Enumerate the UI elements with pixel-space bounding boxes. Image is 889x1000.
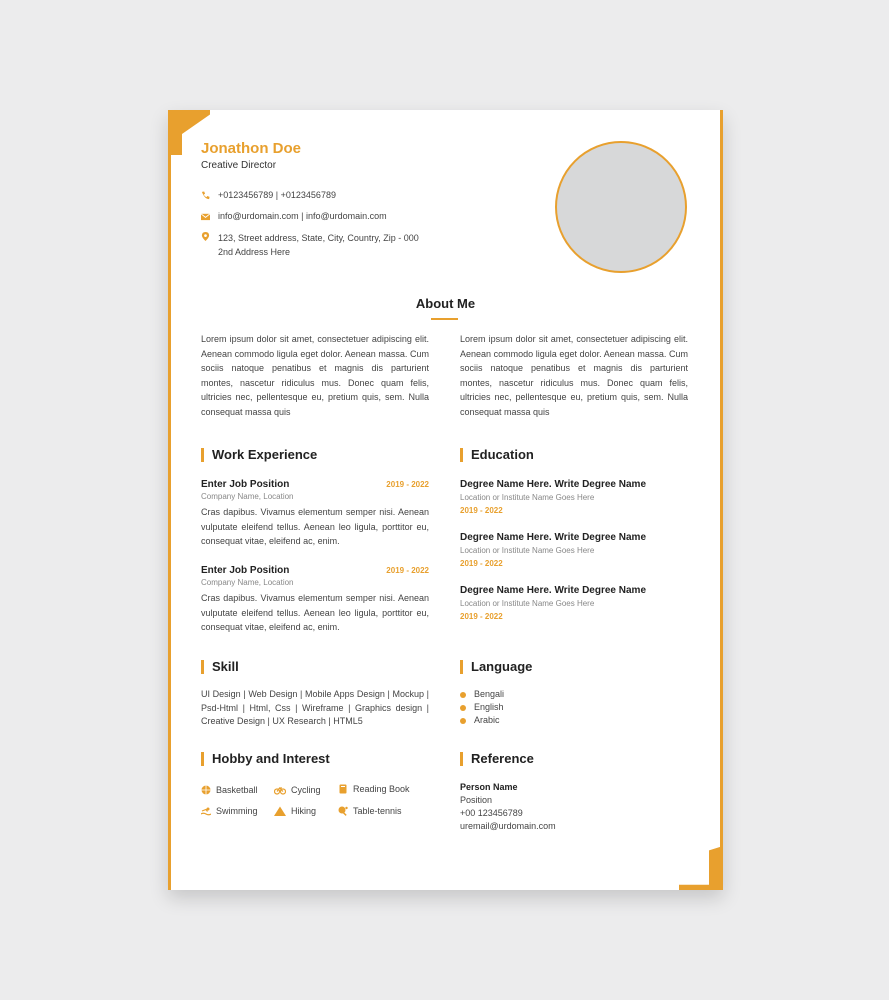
job-company: Company Name, Location bbox=[201, 578, 294, 587]
job-company: Company Name, Location bbox=[201, 492, 294, 501]
reference-position: Position bbox=[460, 795, 493, 805]
phone-icon bbox=[201, 191, 210, 200]
table-tennis-icon bbox=[338, 806, 348, 816]
reference-name: Person Name bbox=[460, 782, 518, 792]
education-item bbox=[460, 532, 700, 568]
person-name: Jonathon Doe bbox=[201, 140, 301, 157]
job-description: Cras dapibus. Vivamus elementum semper nisi. Aenean vulputate eleifend tellus. Aenean leo ligula, porttitor eu, consequat vitae, eleifend ac, enim. bbox=[201, 593, 429, 632]
language-list bbox=[460, 689, 504, 728]
education-item bbox=[460, 479, 700, 515]
contact-address bbox=[201, 231, 419, 259]
about-title: About Me bbox=[415, 296, 476, 311]
language-label: Arabic bbox=[474, 715, 500, 725]
contact-phone bbox=[201, 190, 336, 200]
institute-name: Location or Institute Name Goes Here bbox=[460, 599, 595, 608]
job-position: Enter Job Position bbox=[201, 565, 290, 576]
language-label: Bengali bbox=[474, 689, 505, 699]
bullet-dot bbox=[460, 692, 466, 698]
hobby-item bbox=[274, 785, 321, 795]
job-description: Cras dapibus. Vivamus elementum semper nisi. Aenean vulputate eleifend tellus. Aenean leo ligula, porttitor eu, consequat vitae, eleifend ac, enim. bbox=[201, 507, 429, 546]
left-accent-border bbox=[168, 150, 171, 890]
email-icon bbox=[201, 212, 210, 221]
language-item bbox=[460, 702, 504, 715]
about-text-right: Lorem ipsum dolor sit amet, consectetuer adipiscing elit. Aenean commodo ligula eget dolor. Aenean massa. Cum sociis natoque penatibus et magnis dis parturient montes, nascetur ridiculus mus. Donec quam felis, ultricies nec, pellentesque eu, pretium quis, sem. Nulla consequat massa quis bbox=[460, 334, 688, 417]
hobby-label: Table-tennis bbox=[353, 806, 402, 816]
bullet-dot bbox=[460, 705, 466, 711]
skill-title: Skill bbox=[201, 660, 239, 674]
hobby-item bbox=[338, 806, 402, 816]
mountain-icon bbox=[274, 806, 286, 816]
language-title: Language bbox=[460, 660, 532, 674]
reference-email: uremail@urdomain.com bbox=[460, 821, 556, 831]
job-date: 2019 - 2022 bbox=[386, 480, 429, 489]
work-item bbox=[201, 479, 429, 549]
hobby-label: Cycling bbox=[291, 785, 321, 795]
hobby-label: Reading Book bbox=[353, 784, 410, 794]
bullet-dot bbox=[460, 718, 466, 724]
basketball-icon bbox=[201, 785, 211, 795]
language-item bbox=[460, 715, 504, 728]
contact-email bbox=[201, 211, 387, 221]
hobby-label: Hiking bbox=[291, 806, 317, 816]
corner-decoration-bottom-right bbox=[679, 846, 723, 890]
education-date: 2019 - 2022 bbox=[460, 612, 503, 621]
work-experience-title: Work Experience bbox=[201, 448, 317, 462]
profile-photo-placeholder bbox=[555, 141, 687, 273]
hobby-item bbox=[201, 806, 258, 816]
reference-title: Reference bbox=[460, 752, 534, 766]
swimming-icon bbox=[201, 806, 211, 816]
address-line-1: 123, Street address, State, City, Country, Zip - 000 bbox=[218, 233, 419, 243]
address-line-2: 2nd Address Here bbox=[218, 247, 291, 257]
hobby-item bbox=[338, 784, 410, 794]
education-date: 2019 - 2022 bbox=[460, 506, 503, 515]
hobby-label: Basketball bbox=[216, 785, 258, 795]
language-label: English bbox=[474, 702, 504, 712]
job-position: Enter Job Position bbox=[201, 479, 290, 490]
email-text: info@urdomain.com | info@urdomain.com bbox=[218, 211, 387, 221]
about-text-left: Lorem ipsum dolor sit amet, consectetuer adipiscing elit. Aenean commodo ligula eget dolor. Aenean massa. Cum sociis natoque penatibus et magnis dis parturient montes, nascetur ridiculus mus. Donec quam felis, ultricies nec, pellentesque eu, pretium quis, sem. Nulla consequat massa quis bbox=[201, 334, 429, 417]
resume-page bbox=[168, 110, 723, 890]
right-accent-border bbox=[720, 110, 723, 850]
phone-text: +0123456789 | +0123456789 bbox=[218, 190, 336, 200]
reference-phone: +00 123456789 bbox=[460, 808, 523, 818]
bicycle-icon bbox=[274, 785, 286, 795]
institute-name: Location or Institute Name Goes Here bbox=[460, 546, 595, 555]
hobby-label: Swimming bbox=[216, 806, 258, 816]
reference-block bbox=[460, 781, 556, 833]
education-item bbox=[460, 585, 700, 621]
institute-name: Location or Institute Name Goes Here bbox=[460, 493, 595, 502]
work-item bbox=[201, 565, 429, 635]
hobby-title: Hobby and Interest bbox=[201, 752, 330, 766]
location-pin-icon bbox=[201, 232, 210, 241]
degree-name: Degree Name Here. Write Degree Name bbox=[460, 532, 647, 543]
degree-name: Degree Name Here. Write Degree Name bbox=[460, 479, 647, 490]
about-underline bbox=[431, 318, 458, 320]
language-item bbox=[460, 689, 504, 702]
education-title: Education bbox=[460, 448, 534, 462]
person-role: Creative Director bbox=[201, 160, 277, 171]
book-icon bbox=[338, 784, 348, 794]
skill-list: UI Design | Web Design | Mobile Apps Design | Mockup | Psd-Html | Html, Css | Wireframe | Graphics design | Creative Design | UX Research | HTML5 bbox=[201, 689, 429, 726]
degree-name: Degree Name Here. Write Degree Name bbox=[460, 585, 647, 596]
hobby-item bbox=[274, 806, 316, 816]
job-date: 2019 - 2022 bbox=[386, 566, 429, 575]
education-date: 2019 - 2022 bbox=[460, 559, 503, 568]
hobby-item bbox=[201, 785, 258, 795]
